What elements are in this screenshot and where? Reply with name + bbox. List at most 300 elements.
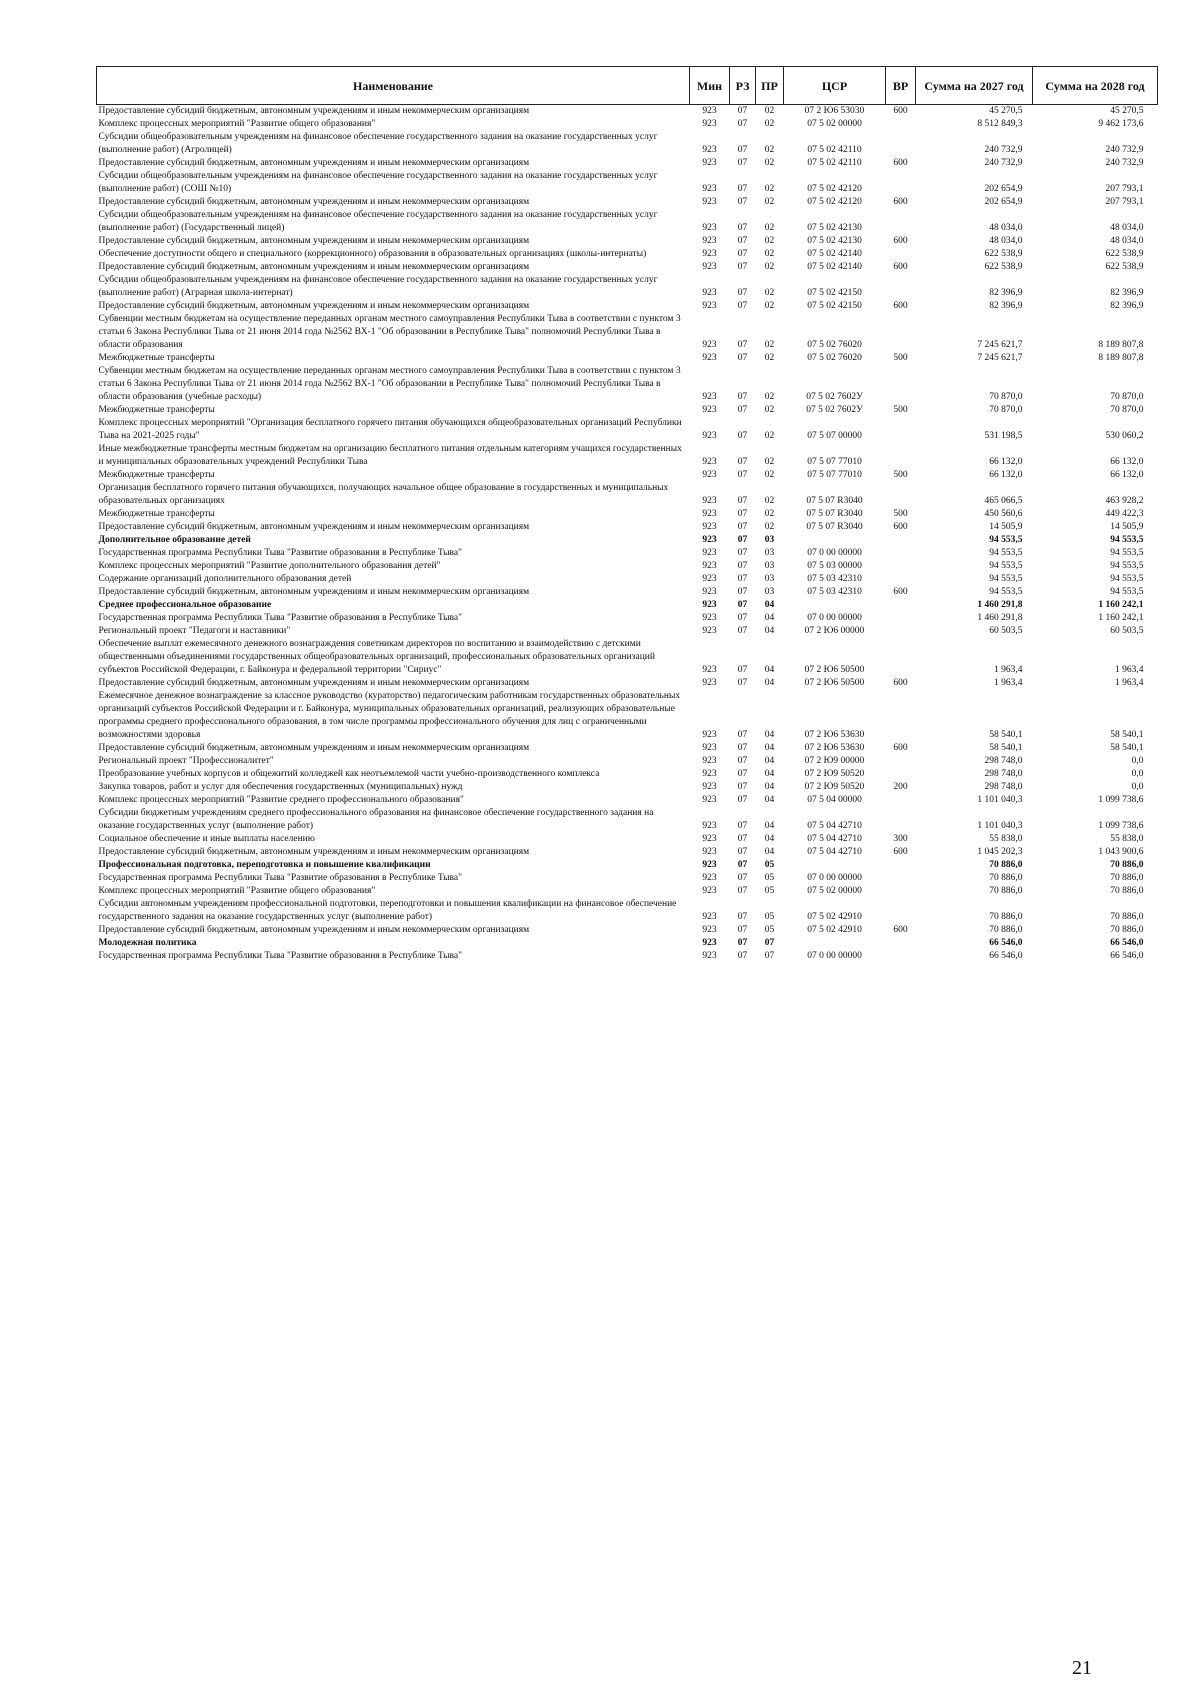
cell-pr: 02 <box>764 223 775 233</box>
cell-min: 923 <box>702 938 717 948</box>
cell-sum-2028: 70 870,0 <box>1110 392 1144 402</box>
cell-csr: 07 5 03 42310 <box>807 587 862 597</box>
table-row <box>97 274 1158 300</box>
cell-name: Предоставление субсидий бюджетным, автономным учреждениям и иным некоммерческим организациям <box>98 262 530 272</box>
cell-rz: 07 <box>737 288 748 298</box>
cell-vr <box>886 755 916 768</box>
table-row <box>97 872 1158 885</box>
cell-vr: 500 <box>893 509 908 519</box>
cell-vr <box>886 534 916 547</box>
table-row <box>97 508 1158 521</box>
table-row <box>97 599 1158 612</box>
table-header-row <box>97 67 1158 105</box>
cell-rz: 07 <box>737 353 748 363</box>
cell-csr: 07 5 07 R3040 <box>806 496 863 506</box>
budget-table <box>96 66 1158 963</box>
table-body <box>97 105 1158 964</box>
cell-sum-2028: 1 043 900,6 <box>1098 847 1144 857</box>
cell-pr: 02 <box>764 522 775 532</box>
cell-name: Дополнительное образование детей <box>98 535 251 545</box>
table-row <box>97 118 1158 131</box>
cell-sum-2028: 66 546,0 <box>1110 951 1144 961</box>
cell-sum-2028: 207 793,1 <box>1105 184 1144 194</box>
cell-vr <box>886 638 916 677</box>
table-row <box>97 846 1158 859</box>
cell-csr: 07 5 07 R3040 <box>806 522 863 532</box>
cell-pr: 05 <box>764 873 775 883</box>
cell-csr: 07 0 00 00000 <box>807 951 862 961</box>
cell-min: 923 <box>702 236 717 246</box>
cell-name: Комплекс процессных мероприятий "Организация бесплатного горячего питания обучающихся общеобразовательных организаций Республики Тыва на 2021-2025 годы" <box>98 418 682 441</box>
cell-pr: 03 <box>764 587 775 597</box>
cell-sum-2028: 207 793,1 <box>1105 197 1144 207</box>
cell-sum-2028: 622 538,9 <box>1105 249 1144 259</box>
cell-csr <box>784 599 886 612</box>
cell-pr: 04 <box>764 756 775 766</box>
cell-sum-2027: 7 245 621,7 <box>977 340 1023 350</box>
table-row <box>97 898 1158 924</box>
cell-csr: 07 2 Ю6 53030 <box>804 106 865 116</box>
table-row <box>97 521 1158 534</box>
cell-csr: 07 5 02 42140 <box>807 262 862 272</box>
cell-csr: 07 5 02 7602У <box>806 392 863 402</box>
cell-sum-2027: 465 066,5 <box>984 496 1023 506</box>
cell-pr: 04 <box>764 743 775 753</box>
cell-sum-2027: 70 886,0 <box>989 912 1023 922</box>
cell-sum-2028: 14 505,9 <box>1110 522 1144 532</box>
cell-sum-2027: 1 045 202,3 <box>977 847 1023 857</box>
cell-vr <box>886 898 916 924</box>
cell-csr: 07 2 Ю6 50500 <box>804 665 865 675</box>
cell-name: Предоставление субсидий бюджетным, автономным учреждениям и иным некоммерческим организациям <box>98 678 530 688</box>
table-row <box>97 573 1158 586</box>
cell-name: Межбюджетные трансферты <box>98 470 215 480</box>
cell-csr: 07 5 07 77010 <box>807 470 862 480</box>
cell-vr <box>886 794 916 807</box>
cell-vr <box>886 248 916 261</box>
cell-pr: 04 <box>764 600 775 610</box>
cell-rz: 07 <box>737 535 748 545</box>
cell-vr <box>886 274 916 300</box>
cell-sum-2027: 66 546,0 <box>989 951 1023 961</box>
cell-name: Ежемесячное денежное вознаграждение за классное руководство (кураторство) педагогическим работникам государственных образовательных организаций субъектов Российской Федерации и г. Байконура, муниципальных образовательных организаций, реализующих образовательные программы среднего профессионального образования, в том числе программы профессионального обучения для лиц с ограниченными возможностями здоровья <box>98 691 681 740</box>
cell-sum-2028: 66 132,0 <box>1110 457 1144 467</box>
cell-sum-2028: 622 538,9 <box>1105 262 1144 272</box>
cell-csr: 07 2 Ю6 00000 <box>804 626 865 636</box>
table-row <box>97 768 1158 781</box>
cell-sum-2028: 70 870,0 <box>1110 405 1144 415</box>
cell-sum-2027: 14 505,9 <box>989 522 1023 532</box>
cell-rz: 07 <box>737 873 748 883</box>
cell-name: Предоставление субсидий бюджетным, автономным учреждениям и иным некоммерческим организациям <box>98 847 530 857</box>
cell-vr: 600 <box>893 236 908 246</box>
cell-vr: 500 <box>893 353 908 363</box>
table-row <box>97 261 1158 274</box>
cell-min: 923 <box>702 756 717 766</box>
cell-sum-2028: 82 396,9 <box>1110 288 1144 298</box>
table-row <box>97 209 1158 235</box>
cell-min: 923 <box>702 548 717 558</box>
cell-min: 923 <box>702 860 717 870</box>
cell-vr <box>886 547 916 560</box>
cell-pr: 04 <box>764 834 775 844</box>
cell-sum-2027: 70 886,0 <box>989 873 1023 883</box>
cell-pr: 07 <box>764 951 775 961</box>
cell-sum-2027: 66 546,0 <box>989 938 1023 948</box>
cell-rz: 07 <box>737 925 748 935</box>
cell-rz: 07 <box>737 613 748 623</box>
cell-name: Субвенции местным бюджетам на осуществление переданных органам местного самоуправления Республики Тыва в соответствии с пунктом 3 статьи 6 Закона Республики Тыва от 21 июня 2014 года №2562 ВХ-1 "Об образовании в Республике Тыва" полномочий Республики Тыва в области образования <box>98 314 681 350</box>
cell-pr: 02 <box>764 405 775 415</box>
cell-sum-2028: 48 034,0 <box>1110 236 1144 246</box>
cell-sum-2027: 1 460 291,8 <box>977 613 1023 623</box>
cell-csr: 07 5 04 42710 <box>807 821 862 831</box>
cell-rz: 07 <box>737 470 748 480</box>
cell-csr: 07 0 00 00000 <box>807 548 862 558</box>
cell-rz: 07 <box>737 782 748 792</box>
cell-name: Комплекс процессных мероприятий "Развитие общего образования" <box>98 119 376 129</box>
cell-pr: 03 <box>764 548 775 558</box>
cell-vr: 600 <box>893 678 908 688</box>
cell-min: 923 <box>702 665 717 675</box>
cell-name: Субсидии общеобразовательным учреждениям на финансовое обеспечение государственного задания на оказание государственных услуг (выполнение работ) (Аграрная школа-интернат) <box>98 275 658 298</box>
cell-sum-2027: 7 245 621,7 <box>977 353 1023 363</box>
cell-pr: 07 <box>764 938 775 948</box>
cell-sum-2027: 450 560,6 <box>984 509 1023 519</box>
cell-csr: 07 2 Ю6 53630 <box>804 743 865 753</box>
cell-rz: 07 <box>737 197 748 207</box>
cell-name: Обеспечение выплат ежемесячного денежного вознаграждения советникам директоров по воспитанию и взаимодействию с детскими общественными объединениями государственных общеобразовательных организаций, профессиональных образовательных организаций субъектов Российской Федерации, г. Байконура и федеральной территории "Сириус" <box>98 639 655 675</box>
cell-sum-2028: 1 963,4 <box>1115 678 1144 688</box>
cell-rz: 07 <box>737 912 748 922</box>
cell-min: 923 <box>702 392 717 402</box>
cell-sum-2028: 0,0 <box>1131 756 1144 766</box>
cell-rz: 07 <box>737 678 748 688</box>
cell-vr: 600 <box>893 197 908 207</box>
cell-min: 923 <box>702 145 717 155</box>
cell-name: Межбюджетные трансферты <box>98 509 215 519</box>
table-row <box>97 950 1158 963</box>
cell-min: 923 <box>702 743 717 753</box>
cell-rz: 07 <box>737 769 748 779</box>
cell-pr: 02 <box>764 340 775 350</box>
cell-rz: 07 <box>737 145 748 155</box>
cell-min: 923 <box>702 912 717 922</box>
cell-min: 923 <box>702 574 717 584</box>
cell-csr: 07 5 02 42110 <box>807 158 862 168</box>
header-sum-2027: Сумма на 2027 год <box>916 67 1033 105</box>
cell-min: 923 <box>702 223 717 233</box>
cell-pr: 02 <box>764 301 775 311</box>
cell-name: Среднее профессиональное образование <box>98 600 272 610</box>
cell-vr: 600 <box>893 158 908 168</box>
cell-rz: 07 <box>737 405 748 415</box>
cell-name: Межбюджетные трансферты <box>98 405 215 415</box>
cell-name: Субсидии общеобразовательным учреждениям на финансовое обеспечение государственного задания на оказание государственных услуг (выполнение работ) (Государственный лицей) <box>98 210 658 233</box>
cell-vr <box>886 118 916 131</box>
cell-vr: 600 <box>893 522 908 532</box>
cell-min: 923 <box>702 431 717 441</box>
cell-sum-2028: 94 553,5 <box>1110 574 1144 584</box>
cell-min: 923 <box>702 522 717 532</box>
cell-name: Комплекс процессных мероприятий "Развитие дополнительного образования детей" <box>98 561 441 571</box>
cell-name: Предоставление субсидий бюджетным, автономным учреждениям и иным некоммерческим организациям <box>98 106 530 116</box>
cell-rz: 07 <box>737 457 748 467</box>
cell-min: 923 <box>702 288 717 298</box>
cell-csr: 07 5 02 76020 <box>807 353 862 363</box>
cell-pr: 02 <box>764 457 775 467</box>
cell-sum-2028: 45 270,5 <box>1110 106 1144 116</box>
cell-name: Предоставление субсидий бюджетным, автономным учреждениям и иным некоммерческим организациям <box>98 743 530 753</box>
cell-min: 923 <box>702 197 717 207</box>
cell-pr: 04 <box>764 678 775 688</box>
cell-name: Субсидии бюджетным учреждениям среднего профессионального образования на финансовое обеспечение государственного задания на оказание государственных услуг (выполнение работ) <box>98 808 654 831</box>
cell-min: 923 <box>702 873 717 883</box>
cell-min: 923 <box>702 158 717 168</box>
cell-vr <box>886 625 916 638</box>
cell-min: 923 <box>702 834 717 844</box>
cell-rz: 07 <box>737 847 748 857</box>
cell-vr <box>886 768 916 781</box>
cell-csr: 07 5 07 00000 <box>807 431 862 441</box>
cell-sum-2027: 82 396,9 <box>989 288 1023 298</box>
cell-sum-2028: 8 189 807,8 <box>1098 353 1144 363</box>
cell-pr: 02 <box>764 496 775 506</box>
cell-sum-2027: 1 101 040,3 <box>977 821 1023 831</box>
cell-sum-2028: 94 553,5 <box>1110 535 1144 545</box>
cell-sum-2027: 70 886,0 <box>989 886 1023 896</box>
cell-vr <box>886 560 916 573</box>
cell-rz: 07 <box>737 821 748 831</box>
cell-name: Предоставление субсидий бюджетным, автономным учреждениям и иным некоммерческим организациям <box>98 587 530 597</box>
cell-min: 923 <box>702 106 717 116</box>
cell-pr: 02 <box>764 353 775 363</box>
cell-rz: 07 <box>737 184 748 194</box>
cell-csr: 07 5 02 76020 <box>807 340 862 350</box>
table-row <box>97 937 1158 950</box>
cell-pr: 02 <box>764 288 775 298</box>
cell-name: Обеспечение доступности общего и специального (коррекционного) образования в образовательных организациях (школы-интернаты) <box>98 249 647 259</box>
header-vr: ВР <box>886 67 916 105</box>
cell-pr: 03 <box>764 535 775 545</box>
cell-sum-2027: 82 396,9 <box>989 301 1023 311</box>
cell-name: Содержание организаций дополнительного образования детей <box>98 574 352 584</box>
cell-sum-2027: 202 654,9 <box>984 197 1023 207</box>
cell-sum-2028: 48 034,0 <box>1110 223 1144 233</box>
cell-sum-2027: 45 270,5 <box>989 106 1023 116</box>
cell-sum-2028: 530 060,2 <box>1105 431 1144 441</box>
cell-min: 923 <box>702 561 717 571</box>
cell-sum-2028: 94 553,5 <box>1110 587 1144 597</box>
cell-csr: 07 2 Ю9 50520 <box>804 782 865 792</box>
cell-sum-2028: 1 963,4 <box>1115 665 1144 675</box>
cell-sum-2027: 94 553,5 <box>989 574 1023 584</box>
table-row <box>97 833 1158 846</box>
cell-sum-2028: 82 396,9 <box>1110 301 1144 311</box>
cell-sum-2027: 240 732,9 <box>984 158 1023 168</box>
cell-vr: 600 <box>893 925 908 935</box>
cell-sum-2028: 70 886,0 <box>1110 925 1144 935</box>
cell-rz: 07 <box>737 626 748 636</box>
cell-csr: 07 5 07 R3040 <box>806 509 863 519</box>
cell-sum-2027: 58 540,1 <box>989 743 1023 753</box>
table-row <box>97 404 1158 417</box>
cell-sum-2027: 70 886,0 <box>989 860 1023 870</box>
cell-sum-2027: 94 553,5 <box>989 535 1023 545</box>
cell-vr: 200 <box>893 782 908 792</box>
cell-vr <box>886 885 916 898</box>
cell-vr <box>886 170 916 196</box>
cell-vr <box>886 443 916 469</box>
cell-name: Предоставление субсидий бюджетным, автономным учреждениям и иным некоммерческим организациям <box>98 522 530 532</box>
cell-rz: 07 <box>737 886 748 896</box>
budget-sheet <box>96 66 1157 963</box>
cell-rz: 07 <box>737 262 748 272</box>
cell-rz: 07 <box>737 600 748 610</box>
cell-csr: 07 5 02 00000 <box>807 119 862 129</box>
cell-csr <box>784 534 886 547</box>
cell-sum-2028: 94 553,5 <box>1110 548 1144 558</box>
cell-sum-2028: 1 099 738,6 <box>1098 821 1144 831</box>
cell-name: Региональный проект "Педагоги и наставники" <box>98 626 291 636</box>
cell-pr: 04 <box>764 795 775 805</box>
cell-rz: 07 <box>737 249 748 259</box>
cell-rz: 07 <box>737 106 748 116</box>
cell-csr: 07 5 03 42310 <box>807 574 862 584</box>
table-row <box>97 547 1158 560</box>
cell-sum-2028: 0,0 <box>1131 782 1144 792</box>
cell-csr: 07 5 02 42910 <box>807 925 862 935</box>
cell-sum-2028: 240 732,9 <box>1105 145 1144 155</box>
cell-sum-2028: 1 160 242,1 <box>1098 600 1144 610</box>
cell-sum-2027: 48 034,0 <box>989 223 1023 233</box>
cell-vr <box>886 365 916 404</box>
cell-min: 923 <box>702 509 717 519</box>
cell-rz: 07 <box>737 301 748 311</box>
cell-rz: 07 <box>737 587 748 597</box>
cell-rz: 07 <box>737 340 748 350</box>
cell-sum-2028: 60 503,5 <box>1110 626 1144 636</box>
cell-pr: 02 <box>764 236 775 246</box>
table-row <box>97 690 1158 742</box>
cell-sum-2028: 240 732,9 <box>1105 158 1144 168</box>
cell-vr <box>886 482 916 508</box>
cell-sum-2027: 298 748,0 <box>984 769 1023 779</box>
cell-pr: 02 <box>764 119 775 129</box>
cell-min: 923 <box>702 301 717 311</box>
cell-min: 923 <box>702 405 717 415</box>
cell-pr: 05 <box>764 912 775 922</box>
table-row <box>97 586 1158 599</box>
cell-name: Государственная программа Республики Тыва "Развитие образования в Республике Тыва" <box>98 951 462 961</box>
cell-name: Предоставление субсидий бюджетным, автономным учреждениям и иным некоммерческим организациям <box>98 301 530 311</box>
table-row <box>97 560 1158 573</box>
cell-pr: 02 <box>764 158 775 168</box>
cell-name: Субсидии общеобразовательным учреждениям на финансовое обеспечение государственного задания на оказание государственных услуг (выполнение работ) (Агролицей) <box>98 132 658 155</box>
cell-min: 923 <box>702 951 717 961</box>
cell-csr: 07 5 04 42710 <box>807 834 862 844</box>
cell-vr <box>886 859 916 872</box>
cell-name: Субсидии общеобразовательным учреждениям на финансовое обеспечение государственного задания на оказание государственных услуг (выполнение работ) (СОШ №10) <box>98 171 658 194</box>
header-csr: ЦСР <box>784 67 886 105</box>
cell-pr: 02 <box>764 184 775 194</box>
cell-vr: 600 <box>893 587 908 597</box>
cell-sum-2028: 94 553,5 <box>1110 561 1144 571</box>
table-row <box>97 417 1158 443</box>
header-name: Наименование <box>97 67 690 105</box>
page-number: 21 <box>1072 1657 1092 1679</box>
cell-rz: 07 <box>737 236 748 246</box>
cell-rz: 07 <box>737 496 748 506</box>
cell-min: 923 <box>702 457 717 467</box>
cell-sum-2028: 66 546,0 <box>1110 938 1144 948</box>
cell-pr: 02 <box>764 106 775 116</box>
table-row <box>97 131 1158 157</box>
cell-min: 923 <box>702 587 717 597</box>
table-row <box>97 469 1158 482</box>
cell-min: 923 <box>702 119 717 129</box>
cell-rz: 07 <box>737 834 748 844</box>
cell-pr: 02 <box>764 509 775 519</box>
header-sum-2028: Сумма на 2028 год <box>1033 67 1158 105</box>
cell-min: 923 <box>702 353 717 363</box>
cell-pr: 02 <box>764 392 775 402</box>
table-row <box>97 352 1158 365</box>
cell-sum-2028: 1 160 242,1 <box>1098 613 1144 623</box>
cell-rz: 07 <box>737 665 748 675</box>
cell-name: Межбюджетные трансферты <box>98 353 215 363</box>
cell-rz: 07 <box>737 223 748 233</box>
cell-csr: 07 5 04 42710 <box>807 847 862 857</box>
cell-csr: 07 0 00 00000 <box>807 613 862 623</box>
table-row <box>97 105 1158 119</box>
cell-name: Предоставление субсидий бюджетным, автономным учреждениям и иным некоммерческим организациям <box>98 236 530 246</box>
cell-vr <box>886 612 916 625</box>
cell-sum-2028: 8 189 807,8 <box>1098 340 1144 350</box>
cell-vr: 600 <box>893 262 908 272</box>
cell-pr: 04 <box>764 626 775 636</box>
cell-rz: 07 <box>737 522 748 532</box>
cell-vr <box>886 313 916 352</box>
table-row <box>97 924 1158 937</box>
cell-vr <box>886 950 916 963</box>
cell-sum-2027: 240 732,9 <box>984 145 1023 155</box>
cell-vr <box>886 937 916 950</box>
cell-rz: 07 <box>737 509 748 519</box>
cell-csr: 07 5 03 00000 <box>807 561 862 571</box>
table-row <box>97 677 1158 690</box>
cell-rz: 07 <box>737 756 748 766</box>
table-row <box>97 534 1158 547</box>
table-row <box>97 313 1158 352</box>
cell-sum-2027: 1 963,4 <box>994 678 1023 688</box>
table-row <box>97 196 1158 209</box>
cell-min: 923 <box>702 613 717 623</box>
cell-name: Профессиональная подготовка, переподготовка и повышение квалификации <box>98 860 431 870</box>
cell-sum-2028: 66 132,0 <box>1110 470 1144 480</box>
cell-sum-2027: 8 512 849,3 <box>977 119 1023 129</box>
cell-csr: 07 5 02 42130 <box>807 223 862 233</box>
cell-csr: 07 5 02 42150 <box>807 288 862 298</box>
cell-vr: 300 <box>893 834 908 844</box>
cell-pr: 03 <box>764 574 775 584</box>
cell-sum-2028: 70 886,0 <box>1110 860 1144 870</box>
cell-pr: 02 <box>764 197 775 207</box>
cell-name: Иные межбюджетные трансферты местным бюджетам на организацию бесплатного питания отдельным категориям учащихся государственных и муниципальных образовательных учреждений Республики Тыва <box>98 444 682 467</box>
cell-name: Субсидии автономным учреждениям профессиональной подготовки, переподготовки и повышения квалификации на финансовое обеспечение государственного задания на оказание государственных услуг (выполнение работ) <box>98 899 677 922</box>
table-row <box>97 157 1158 170</box>
cell-csr: 07 5 04 00000 <box>807 795 862 805</box>
